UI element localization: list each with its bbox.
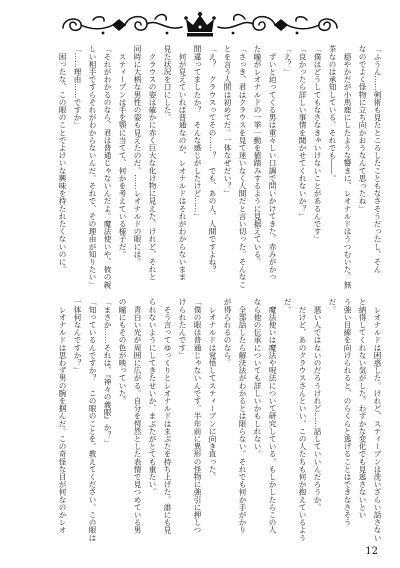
text-line: 「それがわかるのなら、君は普通じゃないんだよ。魔法使いや、彼の親	[103, 45, 112, 289]
text-line: 何が見えていれば普通なのか、レオナルドはそれがわからないまま	[178, 45, 187, 281]
text-line: そう言ってゆっくりとレオナルドはまぶたを持ち上げた。誰にも見	[163, 298, 172, 534]
text-line: 「え？」	[283, 45, 292, 76]
text-line: られないようにしてきたせいか、まぶたがとても重たい。	[148, 298, 157, 496]
flourish-right-icon	[218, 15, 337, 35]
text-line: 一体何なんですか？」	[73, 298, 82, 374]
text-line: た瞳がレオナルドの一挙一動を値踏みするように見据えている。	[253, 45, 262, 266]
text-line: なのでよく怪物に立ち向かおうなんて思ったね」	[358, 45, 367, 213]
text-line: けられたんです」	[178, 298, 187, 359]
text-line: 「知っているんですか？ この眼のことを。教えてください。この眼は	[88, 298, 97, 542]
text-line: の瞳にもその色が映っていた。	[118, 298, 127, 405]
text-line: 青白い光が周囲に広がる。自分を愕然とした表情で見つめている男	[133, 298, 142, 534]
text-line: 「僕の眼は普通じゃないんです。半年前に異形の怪物に強引に押しつ	[193, 298, 202, 534]
text-line: とを言う人間は初めてだ。一体なぜだい？」	[223, 45, 232, 197]
text-line: 茶なのは承知している。それでも――。	[328, 45, 337, 182]
text-line: 「え？ クラウスってその……？ でも、あの人、人間ですよね？	[208, 45, 217, 273]
text-line: 「良かったら詳しい事情を聞かせてくれないか？」	[298, 45, 307, 220]
text-line: 間違ってましたか？ そんな感じがしたけど……」	[193, 45, 202, 220]
text-line: レオナルドは困惑した。けれど、スティーブンは洗いざらい話さない	[373, 298, 382, 542]
text-line: なら他の伝承についても詳しいかもしれない。	[253, 298, 262, 458]
upper-text-block	[55, 45, 385, 289]
text-line: 魔法使いは魔法や呪法について研究している。もしかしたらこの人	[268, 298, 277, 534]
text-line: が得られるのなら。	[223, 298, 232, 367]
text-line: しい相手ですらそれがわからないんだ。それで、その理由が知りたい」	[88, 45, 97, 289]
text-line: 悪い人ではないのだろうけれど……話していいんだろうか。	[313, 298, 322, 511]
text-line: 「……理由……ですか」	[73, 45, 82, 129]
page-number: 12	[365, 546, 378, 557]
text-line: 「まさか……それは、『神々の義眼』か？」	[103, 298, 112, 447]
text-line: レオナルドは思わず男の腕を掴んだ。この奇怪な目が何なのかレオ	[58, 298, 67, 534]
text-line: 同時に大柄な男性の姿も見えたのだ。……レオナルドの眼には。	[133, 45, 142, 266]
text-line: 見た状況を口にした。	[163, 45, 172, 121]
text-line: と納得してくれない気がした。わずかな変化でも見逃さないとい	[358, 298, 367, 519]
text-line: 「さっき、君はクラウスを見て迷いなく人間だと言い切った。そんなこ	[238, 45, 247, 289]
text-line: クラウスの姿は確かに赤く巨大な化け物に見えた。けれど、それと	[148, 45, 157, 281]
text-line: スティーブンは手を顎に当てて、何かを考えている様子だ。	[118, 45, 127, 258]
text-line: レオナルドは覚悟してスティーブンに向き直った。	[208, 298, 217, 481]
text-line: 困ったな、この眼のことでよけいな興味を持たれたくないのに。	[58, 45, 67, 273]
text-line: 穏やかだが小馬鹿にしたような響きに、レオナルドはうつむいた。無	[343, 45, 352, 289]
text-line: 「ふうん……剣術も見たところしたこともなさそうだったし、そん	[373, 45, 382, 273]
crown-icon	[184, 12, 216, 37]
flourish-left-icon	[63, 15, 182, 35]
lower-text-block	[55, 298, 385, 542]
text-line: 全部話したら解決法がわかるとは限らない。それでも何か手がかり	[238, 298, 247, 534]
text-line: だけど、あのクラウスさんといい、この人たちも何か抱えているよう	[298, 298, 307, 542]
text-line: ずいと迫ってくる男は重々しい口調で問いかけてきた。赤みがかっ	[268, 45, 277, 281]
text-line: う強い目線を向けられると、のらくらと逃げることはできなさそう	[343, 298, 352, 526]
text-line: 「僕はどうしてもなさなきゃいけないことがあるんです」	[313, 45, 322, 243]
header-ornament	[55, 6, 345, 42]
text-line: だ。	[283, 298, 292, 314]
text-line: だ。	[328, 298, 337, 314]
